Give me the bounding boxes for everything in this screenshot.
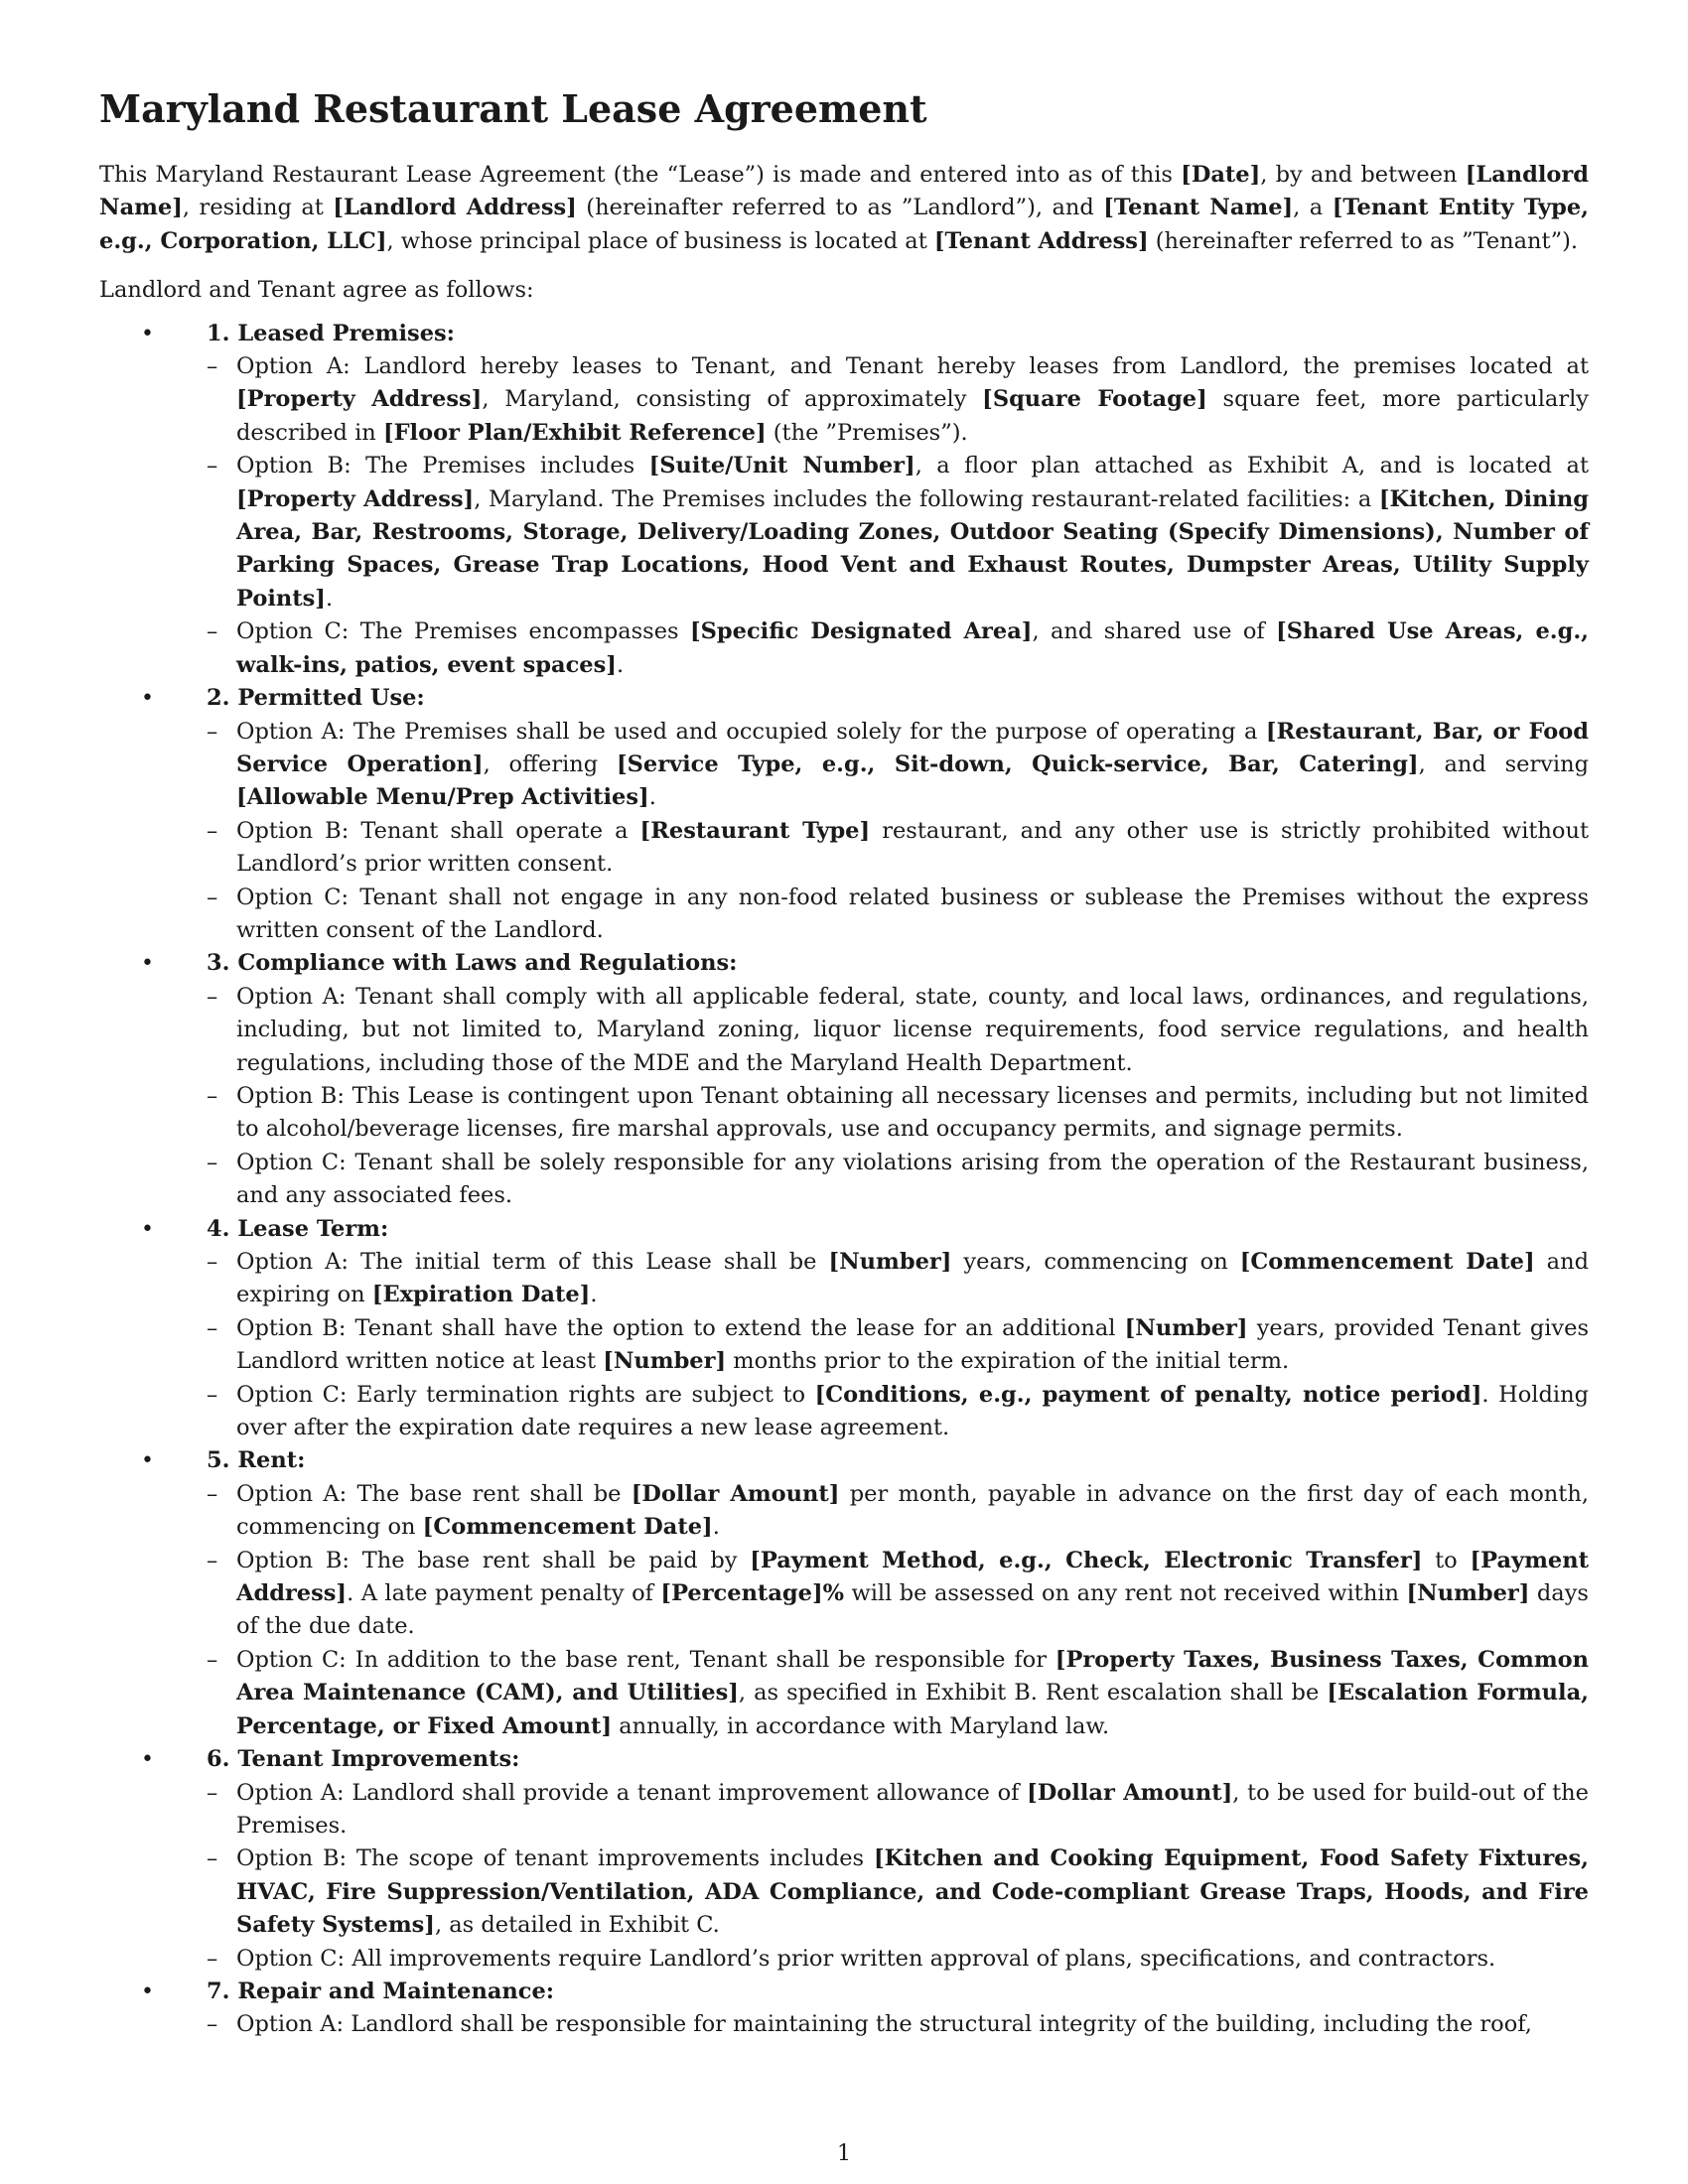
placeholder-field: [Escalation Formula, Percentage, or Fixed Amount] (236, 1680, 1589, 1739)
option-item (207, 716, 1589, 815)
text-run: square feet, more particularly described in (236, 386, 1589, 446)
text-run: This Maryland Restaurant Lease Agreement (the “Lease”) is made and entered into as of this (99, 162, 1182, 188)
text-run: to (1422, 1547, 1471, 1573)
text-run: , as specified in Exhibit B. Rent escalation shall be (738, 1680, 1328, 1706)
section-options (207, 2008, 1589, 2041)
placeholder-field: [Tenant Name] (1103, 195, 1294, 221)
lease-section (99, 1213, 1589, 1445)
document-page (99, 85, 1589, 2042)
section-options (207, 716, 1589, 948)
text-run: , whose principal place of business is located at (386, 227, 934, 254)
text-run: (hereinafter referred to as ”Landlord”), and (576, 195, 1104, 221)
text-run: , offering (483, 751, 617, 777)
text-run: . A late payment penalty of (347, 1580, 661, 1607)
section-options (207, 1777, 1589, 1976)
placeholder-field: [Landlord Address] (333, 195, 577, 221)
text-run: , to be used for build-out of the Premises. (236, 1779, 1589, 1839)
text-run: Option A: The initial term of this Lease shall be (236, 1249, 829, 1275)
agreement-statement: Landlord and Tenant agree as follows: (99, 277, 534, 304)
placeholder-field: [Property Taxes, Business Taxes, Common Area Maintenance (CAM), and Utilities] (236, 1646, 1589, 1706)
placeholder-field: [Number] (1124, 1314, 1248, 1341)
text-run: , Maryland, consisting of approximately (482, 386, 983, 413)
text-run: Option B: The scope of tenant improvements includes (236, 1845, 874, 1872)
option-item (207, 2008, 1589, 2041)
placeholder-field: [Conditions, e.g., payment of penalty, notice period] (814, 1381, 1482, 1408)
section-title: 3. Compliance with Laws and Regulations: (207, 950, 738, 977)
option-item (207, 1080, 1589, 1147)
option-item (207, 1379, 1589, 1445)
option-item (207, 1943, 1589, 1976)
text-run: Option C: All improvements require Landlord’s prior written approval of plans, specifications, and contractors. (236, 1945, 1496, 1972)
lease-section (99, 682, 1589, 947)
text-run: . (648, 784, 656, 811)
text-run: Option B: This Lease is contingent upon Tenant obtaining all necessary licenses and permits, including but not limited to alcohol/beverage licenses, fire marshal approvals, use and occupancy permits, and signage permits. (236, 1082, 1589, 1143)
placeholder-field: [Service Type, e.g., Sit-down, Quick-service, Bar, Catering] (616, 751, 1419, 777)
placeholder-field: [Tenant Entity Type, e.g., Corporation, LLC] (99, 195, 1590, 254)
text-run: Option C: Tenant shall not engage in any non-food related business or sublease the Premises without the express written consent of the Landlord. (236, 884, 1589, 943)
text-run: annually, in accordance with Maryland law. (612, 1712, 1110, 1739)
section-options (207, 981, 1589, 1213)
text-run: . (590, 1282, 598, 1308)
option-item (207, 1312, 1589, 1379)
text-run: will be assessed on any rent not received within (843, 1580, 1407, 1607)
page-number: 1 (836, 2140, 852, 2166)
text-run: Option B: Tenant shall operate a (236, 817, 640, 844)
placeholder-field: [Dollar Amount] (1027, 1779, 1233, 1806)
option-item (207, 1478, 1589, 1545)
option-item (207, 981, 1589, 1080)
option-item (207, 815, 1589, 882)
text-run: . (616, 651, 625, 678)
placeholder-field: [Payment Address] (236, 1547, 1589, 1607)
text-run: Option A: Landlord shall provide a tenant improvement allowance of (236, 1779, 1028, 1806)
text-run: restaurant, and any other use is strictly prohibited without Landlord’s prior written consent. (236, 817, 1590, 878)
text-run: and expiring on (236, 1249, 1589, 1308)
placeholder-field: [Square Footage] (982, 386, 1207, 413)
option-item (207, 615, 1589, 682)
placeholder-field: [Shared Use Areas, e.g., walk-ins, patios, event spaces] (236, 618, 1589, 678)
placeholder-field: [Expiration Date] (371, 1282, 591, 1308)
placeholder-field: [Restaurant Type] (639, 817, 871, 844)
section-options (207, 350, 1589, 682)
text-run: , a floor plan attached as Exhibit A, and is located at (914, 453, 1589, 479)
text-run: Option B: Tenant shall have the option to extend the lease for an additional (236, 1314, 1125, 1341)
option-item (207, 1777, 1589, 1843)
section-title: 7. Repair and Maintenance: (207, 1978, 555, 2004)
text-run: Option C: Tenant shall be solely responsible for any violations arising from the operation of the Restaurant business, and any associated fees. (236, 1149, 1589, 1209)
text-run: Option A: Landlord hereby leases to Tenant, and Tenant hereby leases from Landlord, the premises located at (236, 353, 1589, 380)
text-run: , a (1293, 195, 1333, 221)
text-run: . Holding over after the expiration date requires a new lease agreement. (236, 1381, 1589, 1441)
text-run: Option B: The Premises includes (236, 453, 649, 479)
lease-sections (99, 318, 1589, 2042)
text-run: Option C: In addition to the base rent, Tenant shall be responsible for (236, 1646, 1055, 1673)
placeholder-field: [Payment Method, e.g., Check, Electronic Transfer] (750, 1547, 1423, 1573)
placeholder-field: [Property Address] (236, 386, 483, 413)
text-run: Option A: Landlord shall be responsible for maintaining the structural integrity of the building, including the roof, (236, 2011, 1532, 2038)
section-title: 2. Permitted Use: (207, 685, 425, 712)
placeholder-field: [Number] (1406, 1580, 1530, 1607)
placeholder-field: [Kitchen and Cooking Equipment, Food Safety Fixtures, HVAC, Fire Suppression/Ventilation, ADA Compliance, and Code-compliant Grease Traps, Hoods, and Fire Safety Systems] (236, 1845, 1590, 1939)
text-run: , and serving (1418, 751, 1590, 777)
option-item (207, 1644, 1589, 1743)
document-title: Maryland Restaurant Lease Agreement (99, 86, 927, 131)
placeholder-field: [Kitchen, Dining Area, Bar, Restrooms, Storage, Delivery/Loading Zones, Outdoor Seating (Specify Dimensions), Number of Parking Spaces, Grease Trap Locations, Hood Vent and Exhaust Routes, Dumpster Areas, Utility Supply Points] (236, 485, 1589, 612)
text-run: months prior to the expiration of the initial term. (726, 1348, 1290, 1375)
option-item (207, 350, 1589, 450)
placeholder-field: [Property Address] (236, 485, 475, 512)
lease-section (99, 1976, 1589, 2042)
text-run: , and shared use of (1032, 618, 1277, 645)
placeholder-field: [Suite/Unit Number] (648, 453, 915, 479)
placeholder-field: [Restaurant, Bar, or Food Service Operation] (236, 718, 1589, 777)
text-run: . (325, 585, 334, 612)
section-title: 1. Leased Premises: (207, 320, 455, 346)
text-run: , Maryland. The Premises includes the following restaurant-related facilities: a (474, 485, 1379, 512)
intro-paragraph (99, 159, 1589, 258)
text-run: . (712, 1514, 720, 1541)
lease-section (99, 1743, 1589, 1976)
placeholder-field: [Specific Designated Area] (690, 618, 1033, 645)
option-item (207, 1545, 1589, 1644)
section-options (207, 1478, 1589, 1743)
text-run: Option A: The Premises shall be used and occupied solely for the purpose of operating a (236, 718, 1266, 745)
text-run: , by and between (1260, 162, 1466, 188)
section-title: 4. Lease Term: (207, 1215, 389, 1242)
placeholder-field: [Number] (828, 1249, 952, 1275)
placeholder-field: [Floor Plan/Exhibit Reference] (382, 419, 767, 446)
option-item (207, 882, 1589, 948)
text-run: Option B: The base rent shall be paid by (236, 1547, 751, 1573)
lease-section (99, 318, 1589, 682)
placeholder-field: [Dollar Amount] (631, 1480, 840, 1507)
section-title: 6. Tenant Improvements: (207, 1746, 520, 1773)
text-run: Option C: The Premises encompasses (236, 618, 691, 645)
option-item (207, 1147, 1589, 1213)
text-run: Option A: The base rent shall be (236, 1480, 632, 1507)
placeholder-field: [Tenant Address] (933, 227, 1149, 254)
placeholder-field: [Number] (603, 1348, 727, 1375)
placeholder-field: [Allowable Menu/Prep Activities] (236, 784, 649, 811)
section-options (207, 1246, 1589, 1444)
lease-section (99, 947, 1589, 1212)
lease-section (99, 1444, 1589, 1743)
text-run: years, commencing on (951, 1249, 1240, 1275)
option-item (207, 450, 1589, 615)
placeholder-field: [Landlord Name] (99, 162, 1590, 221)
placeholder-field: [Percentage]% (660, 1580, 844, 1607)
text-run: days of the due date. (236, 1580, 1589, 1640)
text-run: , residing at (182, 195, 334, 221)
section-title: 5. Rent: (207, 1447, 306, 1474)
placeholder-field: [Commencement Date] (422, 1514, 713, 1541)
text-run: , as detailed in Exhibit C. (434, 1912, 720, 1939)
text-run: Option C: Early termination rights are subject to (236, 1381, 815, 1408)
text-run: years, provided Tenant gives Landlord written notice at least (236, 1314, 1589, 1375)
placeholder-field: [Date] (1181, 162, 1261, 188)
text-run: (hereinafter referred to as ”Tenant”). (1148, 227, 1579, 254)
text-run: Option A: Tenant shall comply with all applicable federal, state, county, and local laws, ordinances, and regulations, including, but not limited to, Maryland zoning, liquor license requirements, food service regulations, and health regulations, including those of the MDE and the Maryland Health Department. (236, 983, 1589, 1076)
text-run: (the ”Premises”). (766, 419, 968, 446)
option-item (207, 1246, 1589, 1312)
placeholder-field: [Commencement Date] (1239, 1249, 1535, 1275)
text-run: per month, payable in advance on the first day of each month, commencing on (236, 1480, 1589, 1541)
option-item (207, 1843, 1589, 1942)
